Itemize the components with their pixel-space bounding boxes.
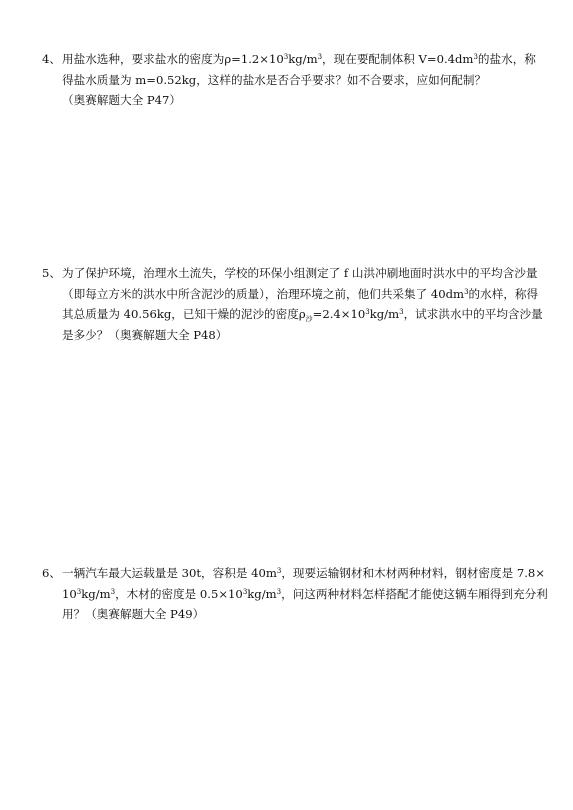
problem-text: （即每立方米的洪水中所含泥沙的质量），治理环境之前，他们共采集了 40dm <box>62 286 465 301</box>
superscript: 3 <box>473 53 478 61</box>
problem-text: =2.4×10 <box>312 307 366 321</box>
problem-text: 用盐水选种，要求盐水的密度为ρ=1.2×10 <box>62 52 284 66</box>
problem-4 <box>42 49 536 111</box>
problem-text: ，木材的密度是 0.5×10 <box>115 586 243 601</box>
superscript: 3 <box>365 308 370 316</box>
superscript: 3 <box>110 587 116 596</box>
problem-text: kg/m <box>81 586 111 601</box>
problem-text: ，现要运输钢材和木材两种材料，钢材密度是 7.8× <box>281 566 546 580</box>
problem-text: ，现在要配制体积 V=0.4dm <box>322 52 474 66</box>
subscript: 沙 <box>305 315 313 323</box>
superscript: 3 <box>242 587 248 596</box>
superscript: 3 <box>317 53 323 61</box>
superscript: 3 <box>464 287 469 296</box>
problem-4-source: （奥赛解题大全 P47） <box>62 93 181 107</box>
problem-text: 的盐水，称 <box>477 52 536 66</box>
problem-6 <box>42 563 548 625</box>
superscript: 3 <box>276 567 282 575</box>
problem-6-line-3: 用？（奥赛解题大全 P49） <box>62 607 205 621</box>
superscript: 3 <box>276 587 282 596</box>
superscript: 3 <box>399 308 404 316</box>
problem-5-line-2 <box>42 284 539 305</box>
problem-text: 其总质量为 40.56kg，已知干燥的泥沙的密度ρ <box>62 307 306 321</box>
problem-5-line-3 <box>42 304 543 325</box>
problem-text: ，试求洪水中的平均含沙量 <box>403 307 543 321</box>
problem-text: 的水样，称得 <box>468 286 539 301</box>
problem-5-line-1 <box>42 263 538 284</box>
problem-6-line-1 <box>42 563 546 584</box>
problem-4-line-1 <box>42 49 536 70</box>
problem-number: 5、 <box>42 266 61 280</box>
problem-text: 10 <box>62 586 77 601</box>
problem-text: kg/m <box>369 307 400 321</box>
problem-5 <box>42 263 543 345</box>
problem-text: 一辆汽车最大运载量是 30t，容积是 40m <box>62 566 277 580</box>
superscript: 3 <box>76 587 82 596</box>
superscript: 3 <box>283 53 289 61</box>
problem-number: 4、 <box>42 52 61 66</box>
problem-text: ，问这两种材料怎样搭配才能使这辆车厢得到充分利 <box>281 586 548 601</box>
problem-number: 6、 <box>42 566 61 580</box>
problem-text: kg/m <box>247 586 277 601</box>
problem-5-line-4: 是多少？（奥赛解题大全 P48） <box>62 327 228 342</box>
problem-text: kg/m <box>288 52 318 66</box>
problem-text: 为了保护环境，治理水土流失，学校的环保小组测定了 f 山洪冲刷地面时洪水中的平均含沙量 <box>62 266 538 280</box>
problem-4-line-2: 得盐水质量为 m=0.52kg，这样的盐水是否合乎要求？如不合要求，应如何配制？ <box>62 72 487 87</box>
problem-6-line-2 <box>42 584 548 605</box>
